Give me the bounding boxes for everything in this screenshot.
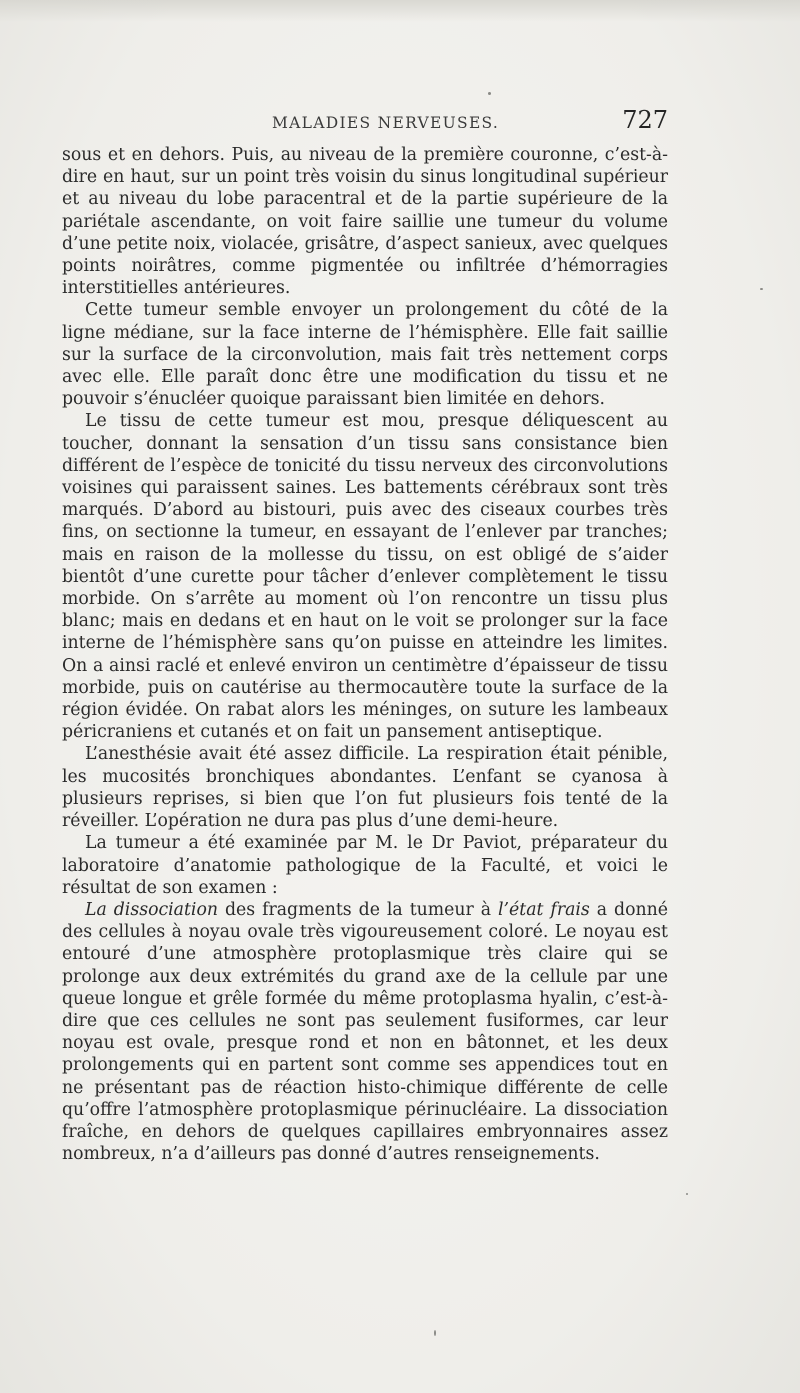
body-text <box>62 144 668 1165</box>
paragraph-6-part-a: des fragments de la tumeur à <box>218 899 499 920</box>
paragraph-5: La tumeur a été examinée par M. le Dr Paviot, préparateur du laboratoire d’anatomie pathologique de la Faculté, et voici le résultat de son examen : <box>62 833 668 898</box>
paper-speck <box>488 92 491 95</box>
page-number: 727 <box>622 106 668 134</box>
paragraph-4: L’anesthésie avait été assez difficile. La respiration était pénible, les mucosités bronchiques abondantes. L’enfant se cyanosa à plusieurs reprises, si bien que l’on fut plusieurs fois tenté de la réveiller. L’opération ne dura pas plus d’une demi-heure. <box>62 744 668 832</box>
italic-mid: l’état frais <box>498 899 590 920</box>
paper-speck <box>434 1330 436 1336</box>
running-head <box>62 108 668 138</box>
page-edge-shadow <box>0 0 800 22</box>
paper-speck <box>686 1193 688 1195</box>
paragraph-2: Cette tumeur semble envoyer un prolongement du côté de la ligne médiane, sur la face interne de l’hémisphère. Elle fait saillie sur la surface de la circonvolution, mais fait très nettement corps avec elle. Elle paraît donc être une modification du tissu et ne pouvoir s’énucléer quoique paraissant bien limitée en dehors. <box>62 300 668 410</box>
paragraph-1: sous et en dehors. Puis, au niveau de la première couronne, c’est-à-dire en haut, sur un point très voisin du sinus longitudinal supérieur et au niveau du lobe paracentral et de la partie supérieure de la pariétale ascendante, on voit faire saillie une tumeur du volume d’une petite noix, violacée, grisâtre, d’aspect sanieux, avec quelques points noirâtres, comme pigmentée ou infiltrée d’hémorragies interstitielles antérieures. <box>62 145 668 299</box>
paper-speck <box>760 288 763 290</box>
paragraph-6 <box>62 899 668 1165</box>
paragraph-3: Le tissu de cette tumeur est mou, presque déliquescent au toucher, donnant la sensation d’un tissu sans consistance bien différent de l’espèce de tonicité du tissu nerveux des circonvolutions voisines qui paraissent saines. Les battements cérébraux sont très marqués. D’abord au bistouri, puis avec des ciseaux courbes très fins, on sectionne la tumeur, en essayant de l’enlever par tranches; mais en raison de la mollesse du tissu, on est obligé de s’aider bientôt d’une curette pour tâcher d’enlever complètement le tissu morbide. On s’arrête au moment où l’on rencontre un tissu plus blanc; mais en dedans et en haut on le voit se prolonger sur la face interne de l’hémisphère sans qu’on puisse en atteindre les limites. On a ainsi raclé et enlevé environ un centimètre d’épaisseur de tissu morbide, puis on cautérise au thermocautère toute la surface de la région évidée. On rabat alors les méninges, on suture les lambeaux péricraniens et cutanés et on fait un pansement antiseptique. <box>62 411 668 743</box>
paragraph-6-part-b: a donné des cellules à noyau ovale très vigoureusement coloré. Le noyau est entouré d’une atmosphère protoplasmique très claire qui se prolonge aux deux extrémités du grand axe de la cellule par une queue longue et grêle formée du même protoplasma hyalin, c’est-à-dire que ces cellules ne sont pas seulement fusiformes, car leur noyau est ovale, presque rond et non en bâtonnet, et les deux prolongements qui en partent sont comme ses appendices tout en ne présentant pas de réaction histo-chimique différente de celle qu’offre l’atmosphère protoplasmique périnucléaire. La dissociation fraîche, en dehors de quelques capillaires embryonnaires assez nombreux, n’a d’ailleurs pas donné d’autres renseignements. <box>62 899 668 1165</box>
running-title: MALADIES NERVEUSES. <box>272 114 500 132</box>
italic-lead: La dissociation <box>85 899 218 920</box>
